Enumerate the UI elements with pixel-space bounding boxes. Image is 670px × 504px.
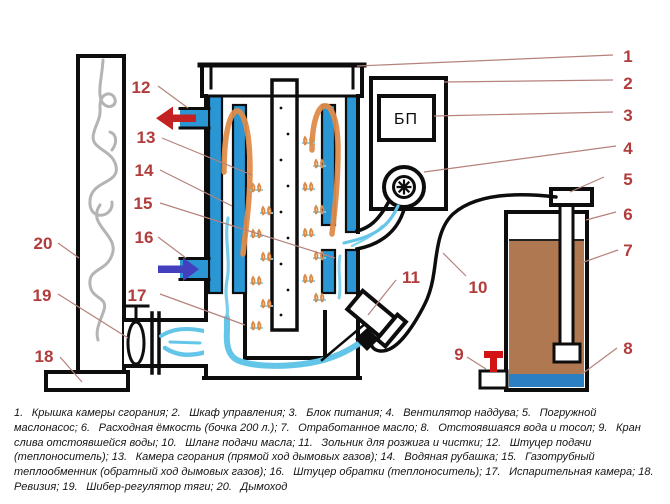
callout-7: 7: [623, 241, 633, 260]
callout-9: 9: [454, 345, 464, 364]
callout-20: 20: [33, 234, 53, 253]
chimney-revision-base: [46, 372, 128, 390]
callout-19: 19: [32, 286, 52, 305]
callout-4: 4: [623, 139, 633, 158]
callout-14: 14: [134, 161, 154, 180]
drain-tap: [480, 351, 507, 388]
legend-text: 1. Крышка камеры сгорания; 2. Шкаф управления; 3. Блок питания; 4. Вентилятор наддува; 5. Погружной маслонасос; 6. Расходная ёмкость (бочка 200 л.); 7. Отработанное масло; 8. Отстоявшаяся вода и тосол; 9. Кран слива отстоявшейся воды; 10. Шланг подачи масла; 11. Зольник для розжига и чистки; 12. Штуцер подачи (теплоноситель); 13. Камера сгорания (прямой ход дымовых газов); 14. Водяная рубашка; 15. Газотрубный теплообменник (обратный ход дымовых газов); 16. Штуцер обратки (теплоноситель); 17. Испарительная камера; 18. Ревизия; 19. Шибер-регулятор тяги; 20. Дымоход: [14, 407, 660, 493]
callout-6: 6: [623, 205, 633, 224]
callout-17: 17: [127, 286, 147, 305]
callout-8: 8: [623, 339, 633, 358]
callout-13: 13: [136, 128, 156, 147]
settled-water-layer: [509, 374, 584, 387]
callout-18: 18: [34, 347, 54, 366]
callout-1: 1: [623, 47, 633, 66]
callout-10: 10: [468, 278, 488, 297]
callout-12: 12: [131, 78, 151, 97]
coolant-flow-right: [339, 256, 340, 298]
callout-5: 5: [623, 170, 633, 189]
callout-15: 15: [133, 194, 153, 213]
callout-11: 11: [402, 268, 420, 287]
oil-barrel: [480, 189, 592, 390]
flue-duct: [124, 306, 206, 373]
callout-2: 2: [623, 74, 633, 93]
power-supply-label: БП: [394, 111, 418, 128]
callout-16: 16: [134, 228, 154, 247]
combustion-column: [272, 80, 297, 330]
return-fitting: [158, 258, 209, 282]
chimney: [46, 56, 128, 390]
callout-3: 3: [623, 106, 633, 125]
fan-icon: [384, 167, 424, 207]
supply-fitting: [156, 107, 209, 131]
